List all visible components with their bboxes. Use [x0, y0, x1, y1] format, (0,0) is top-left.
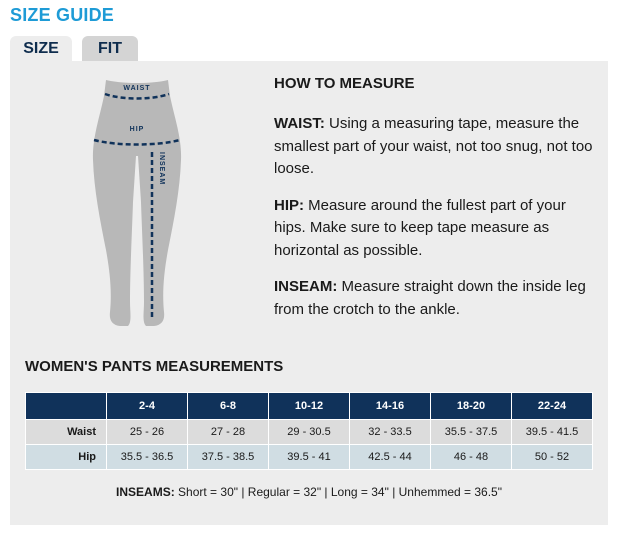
column-header: 14-16 — [350, 393, 431, 420]
tab-size[interactable]: SIZE — [10, 36, 72, 62]
table-header-row — [26, 393, 593, 420]
waist-label: WAIST — [123, 85, 151, 92]
tab-fit[interactable]: FIT — [82, 36, 138, 62]
body-silhouette-figure — [92, 72, 182, 330]
inseam-term: INSEAM: — [274, 278, 338, 295]
column-header: 6-8 — [188, 393, 269, 420]
table-cell: 39.5 - 41.5 — [512, 420, 593, 445]
table-cell: 32 - 33.5 — [350, 420, 431, 445]
hip-instruction — [274, 195, 598, 263]
inseam-text: Measure straight down the inside leg from the crotch to the ankle. — [274, 278, 586, 318]
hip-label: HIP — [129, 126, 145, 133]
row-header-hip: Hip — [26, 445, 107, 470]
inseam-instruction — [274, 276, 598, 321]
table-cell: 46 - 48 — [431, 445, 512, 470]
silhouette-shape — [93, 80, 181, 326]
table-row-waist — [26, 420, 593, 445]
column-header: 22-24 — [512, 393, 593, 420]
table-cell: 29 - 30.5 — [269, 420, 350, 445]
column-header: 18-20 — [431, 393, 512, 420]
inseams-label: INSEAMS: — [116, 485, 175, 499]
measurements-table — [25, 392, 593, 470]
table-cell: 25 - 26 — [107, 420, 188, 445]
table-row-hip — [26, 445, 593, 470]
hip-text: Measure around the fullest part of your hips. Make sure to keep tape measure as horizontal as possible. — [274, 196, 566, 259]
column-header: 2-4 — [107, 393, 188, 420]
table-cell: 35.5 - 37.5 — [431, 420, 512, 445]
table-cell: 50 - 52 — [512, 445, 593, 470]
inseam-label: INSEAM — [158, 152, 165, 186]
size-panel — [10, 61, 608, 525]
tab-bar — [10, 36, 138, 62]
waist-term: WAIST: — [274, 115, 325, 132]
waist-text: Using a measuring tape, measure the smallest part of your waist, not too snug, not too loose. — [274, 115, 593, 177]
hip-term: HIP: — [274, 196, 304, 214]
column-header: 10-12 — [269, 393, 350, 420]
table-cell: 39.5 - 41 — [269, 445, 350, 470]
table-title: WOMEN'S PANTS MEASUREMENTS — [25, 358, 284, 375]
inseams-note — [10, 485, 608, 499]
row-header-waist: Waist — [26, 420, 107, 445]
table-cell: 35.5 - 36.5 — [107, 445, 188, 470]
how-to-measure-section — [274, 73, 598, 335]
table-cell: 27 - 28 — [188, 420, 269, 445]
how-to-measure-title: HOW TO MEASURE — [274, 75, 415, 92]
table-cell: 37.5 - 38.5 — [188, 445, 269, 470]
size-guide-title: SIZE GUIDE — [10, 5, 115, 25]
waist-instruction — [274, 113, 598, 181]
table-cell: 42.5 - 44 — [350, 445, 431, 470]
inseams-text: Short = 30" | Regular = 32" | Long = 34" | Unhemmed = 36.5" — [174, 485, 502, 499]
table-corner-cell — [26, 393, 107, 420]
